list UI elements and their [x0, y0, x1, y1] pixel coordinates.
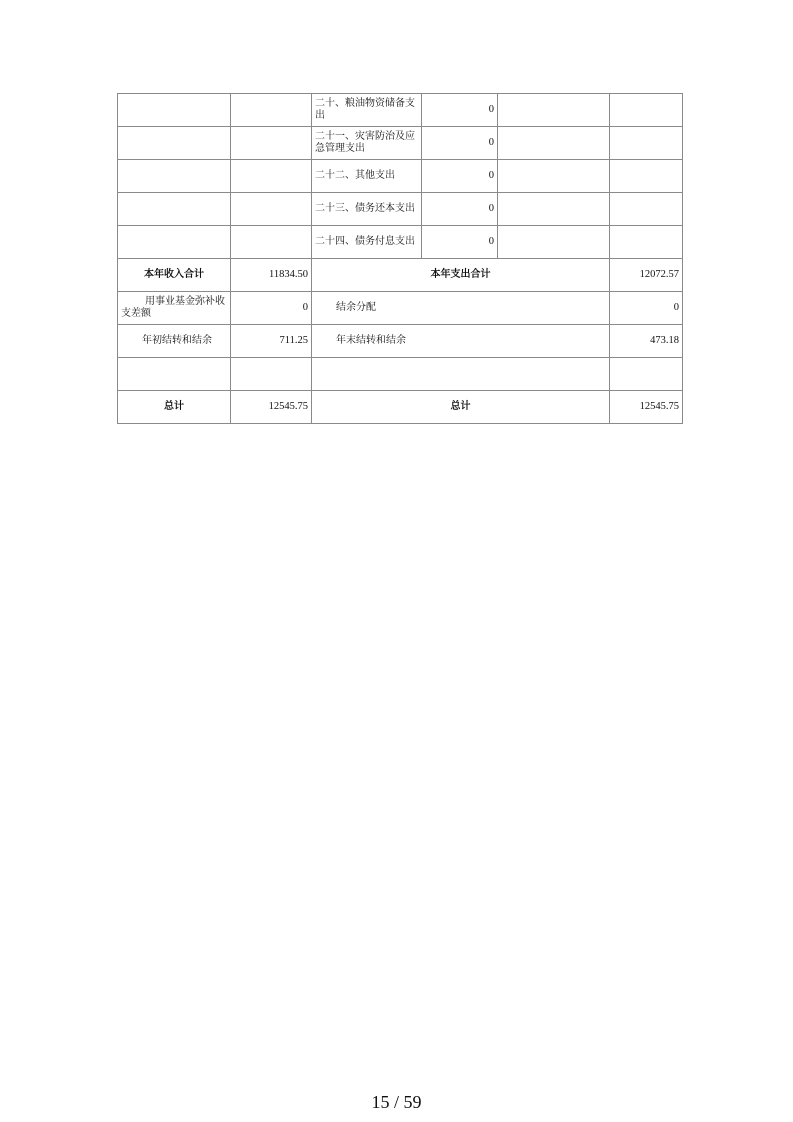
grand-total-left-value: 12545.75 — [231, 391, 312, 424]
page-number: 15 / 59 — [371, 1092, 422, 1112]
expense-total-value: 12072.57 — [610, 259, 683, 292]
expense-item-value: 0 — [422, 94, 498, 127]
balance-left-label: 用事业基金弥补收支差额 — [118, 292, 231, 325]
expense-item-label: 二十二、其他支出 — [312, 160, 422, 193]
empty-cell — [610, 94, 683, 127]
balance-row — [118, 325, 683, 358]
balance-row — [118, 292, 683, 325]
balance-left-label: 年初结转和结余 — [118, 325, 231, 358]
expense-item-value: 0 — [422, 193, 498, 226]
empty-cell — [610, 193, 683, 226]
table-row — [118, 160, 683, 193]
balance-right-value: 473.18 — [610, 325, 683, 358]
budget-summary-table — [117, 93, 683, 424]
expense-item-label: 二十四、债务付息支出 — [312, 226, 422, 259]
empty-cell — [118, 127, 231, 160]
expense-item-value: 0 — [422, 127, 498, 160]
grand-total-row — [118, 391, 683, 424]
empty-cell — [312, 358, 610, 391]
table-row — [118, 193, 683, 226]
grand-total-left-label: 总计 — [118, 391, 231, 424]
table-row — [118, 94, 683, 127]
empty-cell — [610, 127, 683, 160]
income-total-label: 本年收入合计 — [118, 259, 231, 292]
balance-right-label: 结余分配 — [312, 292, 610, 325]
balance-left-value: 0 — [231, 292, 312, 325]
grand-total-right-value: 12545.75 — [610, 391, 683, 424]
expense-item-value: 0 — [422, 160, 498, 193]
balance-left-value: 711.25 — [231, 325, 312, 358]
empty-cell — [231, 226, 312, 259]
empty-cell — [231, 127, 312, 160]
empty-cell — [231, 160, 312, 193]
empty-cell — [498, 160, 610, 193]
income-total-value: 11834.50 — [231, 259, 312, 292]
empty-cell — [231, 358, 312, 391]
empty-cell — [610, 358, 683, 391]
empty-cell — [231, 193, 312, 226]
expense-item-value: 0 — [422, 226, 498, 259]
balance-right-value: 0 — [610, 292, 683, 325]
empty-cell — [610, 226, 683, 259]
table-row — [118, 226, 683, 259]
empty-cell — [498, 94, 610, 127]
grand-total-right-label: 总计 — [312, 391, 610, 424]
table-row — [118, 358, 683, 391]
empty-cell — [231, 94, 312, 127]
empty-cell — [118, 358, 231, 391]
empty-cell — [498, 127, 610, 160]
empty-cell — [118, 226, 231, 259]
empty-cell — [118, 94, 231, 127]
empty-cell — [118, 160, 231, 193]
balance-right-label: 年末结转和结余 — [312, 325, 610, 358]
empty-cell — [498, 226, 610, 259]
table-row — [118, 127, 683, 160]
empty-cell — [118, 193, 231, 226]
empty-cell — [498, 193, 610, 226]
expense-item-label: 二十一、灾害防治及应急管理支出 — [312, 127, 422, 160]
expense-total-label: 本年支出合计 — [312, 259, 610, 292]
totals-row — [118, 259, 683, 292]
expense-item-label: 二十、粮油物资储备支出 — [312, 94, 422, 127]
expense-item-label: 二十三、债务还本支出 — [312, 193, 422, 226]
empty-cell — [610, 160, 683, 193]
